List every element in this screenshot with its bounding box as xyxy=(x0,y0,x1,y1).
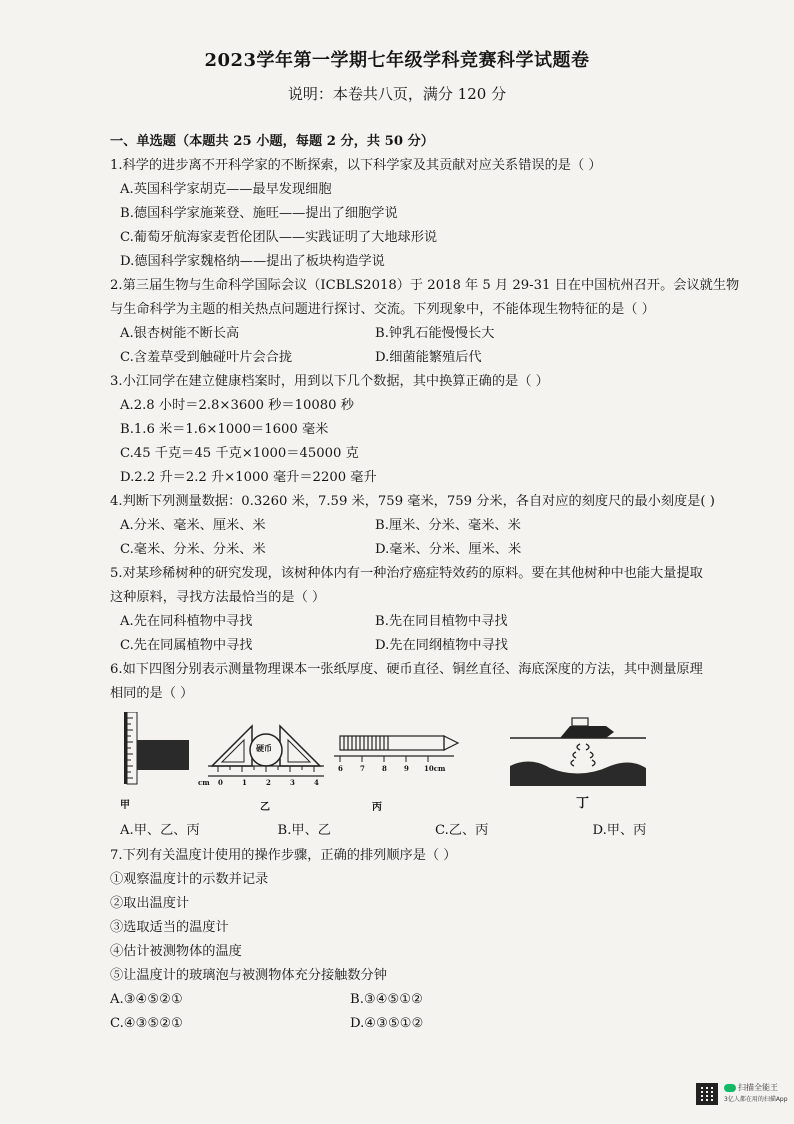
question-1-option-d: D.德国科学家魏格纳——提出了板块构造学说 xyxy=(120,254,385,269)
question-7-option-d: D.④③⑤①② xyxy=(350,1016,424,1031)
figure-bing-label: 丙 xyxy=(372,802,382,813)
question-1-option-c: C.葡萄牙航海家麦哲伦团队——实践证明了大地球形说 xyxy=(120,230,438,245)
ruler2-tick-3: 3 xyxy=(290,778,295,787)
figure-jia-label: 甲 xyxy=(120,800,130,811)
coin-label: 硬币 xyxy=(256,743,272,753)
question-6-option-b: B.甲、乙 xyxy=(277,823,331,838)
question-4-option-b: B.厘米、分米、毫米、米 xyxy=(375,518,521,533)
scanner-watermark xyxy=(724,1082,788,1105)
question-3-option-a: A.2.8 小时＝2.8×3600 秒＝10080 秒 xyxy=(120,398,354,413)
figure-jia xyxy=(116,712,196,792)
question-3-option-c: C.45 千克＝45 千克×1000＝45000 克 xyxy=(120,446,359,461)
question-6-option-c: C.乙、丙 xyxy=(435,823,489,838)
qr-code-icon xyxy=(696,1083,718,1105)
page-subtitle: 说明：本卷共八页，满分 120 分 xyxy=(287,85,507,103)
question-7-option-b: B.③④⑤①② xyxy=(350,992,423,1007)
question-7-option-c: C.④③⑤②① xyxy=(110,1016,183,1031)
question-5-options-row1 xyxy=(110,610,750,634)
question-2-option-d: D.细菌能繁殖后代 xyxy=(375,350,482,365)
ruler-unit-label: cm xyxy=(198,778,210,787)
question-2-option-c: C.含羞草受到触碰叶片会合拢 xyxy=(120,350,293,365)
question-6-options xyxy=(110,818,750,844)
question-7-option-a: A.③④⑤②① xyxy=(110,992,183,1007)
question-7-options-row2 xyxy=(110,1012,750,1036)
question-7-options-row1 xyxy=(110,988,750,1012)
question-1-option-b: B.德国科学家施莱登、施旺——提出了细胞学说 xyxy=(120,206,398,221)
section-heading: 一、单选题（本题共 25 小题，每题 2 分，共 50 分） xyxy=(110,134,434,149)
question-4-option-c: C.毫米、分米、分米、米 xyxy=(120,542,266,557)
question-3-option-d: D.2.2 升＝2.2 升×1000 毫升＝2200 毫升 xyxy=(120,470,377,485)
question-2-option-a: A.银杏树能不断长高 xyxy=(120,326,240,341)
question-6-stem-line1: 6.如下四图分别表示测量物理课本一张纸厚度、硬币直径、铜丝直径、海底深度的方法，其中测量原理 xyxy=(110,662,703,677)
scanner-logo-icon xyxy=(724,1084,736,1092)
question-5-option-c: C.先在同属植物中寻找 xyxy=(120,638,253,653)
ruler-tick-9: 9 xyxy=(404,764,409,773)
question-4-option-d: D.毫米、分米、厘米、米 xyxy=(375,542,522,557)
question-6-stem-line2: 相同的是（ ） xyxy=(110,686,194,701)
ruler-tick-7: 7 xyxy=(360,764,365,773)
ruler2-tick-1: 1 xyxy=(242,778,247,787)
figure-ding xyxy=(510,706,646,786)
question-6-option-a: A.甲、乙、丙 xyxy=(120,823,200,838)
question-1-option-a: A.英国科学家胡克——最早发现细胞 xyxy=(120,182,332,197)
ruler-tick-8: 8 xyxy=(382,764,387,773)
ruler2-tick-4: 4 xyxy=(314,778,319,787)
question-3-option-b: B.1.6 米＝1.6×1000＝1600 毫米 xyxy=(120,422,329,437)
ruler-tick-10cm: 10cm xyxy=(424,764,446,773)
question-5-option-d: D.先在同纲植物中寻找 xyxy=(375,638,508,653)
question-4-options-row1 xyxy=(110,514,750,538)
question-5-stem-line1: 5.对某珍稀树种的研究发现，该树种体内有一种治疗癌症特效药的原料。要在其他树种中也能大量提取 xyxy=(110,566,703,581)
question-7-step-2: ②取出温度计 xyxy=(110,896,190,911)
question-7-step-1: ①观察温度计的示数并记录 xyxy=(110,872,269,887)
ruler2-tick-2: 2 xyxy=(266,778,271,787)
question-2-options-row2 xyxy=(110,346,750,370)
question-7-step-4: ④估计被测物体的温度 xyxy=(110,944,242,959)
question-1-stem: 1.科学的进步离不开科学家的不断探索，以下科学家及其贡献对应关系错误的是（ ） xyxy=(110,158,602,173)
question-2-stem-line2: 与生命科学为主题的相关热点问题进行探讨、交流。下列现象中，不能体现生物特征的是（ ） xyxy=(110,302,655,317)
question-2-stem-line1: 2.第三届生物与生命科学国际会议（ICBLS2018）于 2018 年 5 月 29-31 日在中国杭州召开。会议就生物 xyxy=(110,278,740,293)
question-5-options-row2 xyxy=(110,634,750,658)
question-4-stem: 4.判断下列测量数据：0.3260 米，7.59 米，759 毫米，759 分米，各自对应的刻度尺的最小刻度是( ) xyxy=(110,494,715,509)
ruler2-tick-0: 0 xyxy=(218,778,223,787)
question-5-option-b: B.先在同目植物中寻找 xyxy=(375,614,508,629)
scanner-subtitle: 3亿人都在用的扫描App xyxy=(724,1096,788,1103)
scanner-name: 扫描全能王 xyxy=(738,1083,778,1092)
question-4-option-a: A.分米、毫米、厘米、米 xyxy=(120,518,266,533)
question-4-options-row2 xyxy=(110,538,750,562)
question-7-step-5: ⑤让温度计的玻璃泡与被测物体充分接触数分钟 xyxy=(110,968,387,983)
figure-yi-label: 乙 xyxy=(260,802,270,813)
question-list xyxy=(110,130,750,1036)
question-2-options-row1 xyxy=(110,322,750,346)
question-6-option-d: D.甲、丙 xyxy=(592,823,647,838)
question-7-stem: 7.下列有关温度计使用的操作步骤，正确的排列顺序是（ ） xyxy=(110,848,457,863)
question-2-option-b: B.钟乳石能慢慢长大 xyxy=(375,326,495,341)
figure-ding-label: 丁 xyxy=(576,796,590,811)
question-3-stem: 3.小江同学在建立健康档案时，用到以下几个数据，其中换算正确的是（ ） xyxy=(110,374,549,389)
question-6-figures xyxy=(110,706,750,818)
question-7-step-3: ③选取适当的温度计 xyxy=(110,920,229,935)
page-title: 2023学年第一学期七年级学科竞赛科学试题卷 xyxy=(204,50,590,71)
ruler-tick-6: 6 xyxy=(338,764,343,773)
question-5-option-a: A.先在同科植物中寻找 xyxy=(120,614,253,629)
question-5-stem-line2: 这种原料，寻找方法最恰当的是（ ） xyxy=(110,590,326,605)
